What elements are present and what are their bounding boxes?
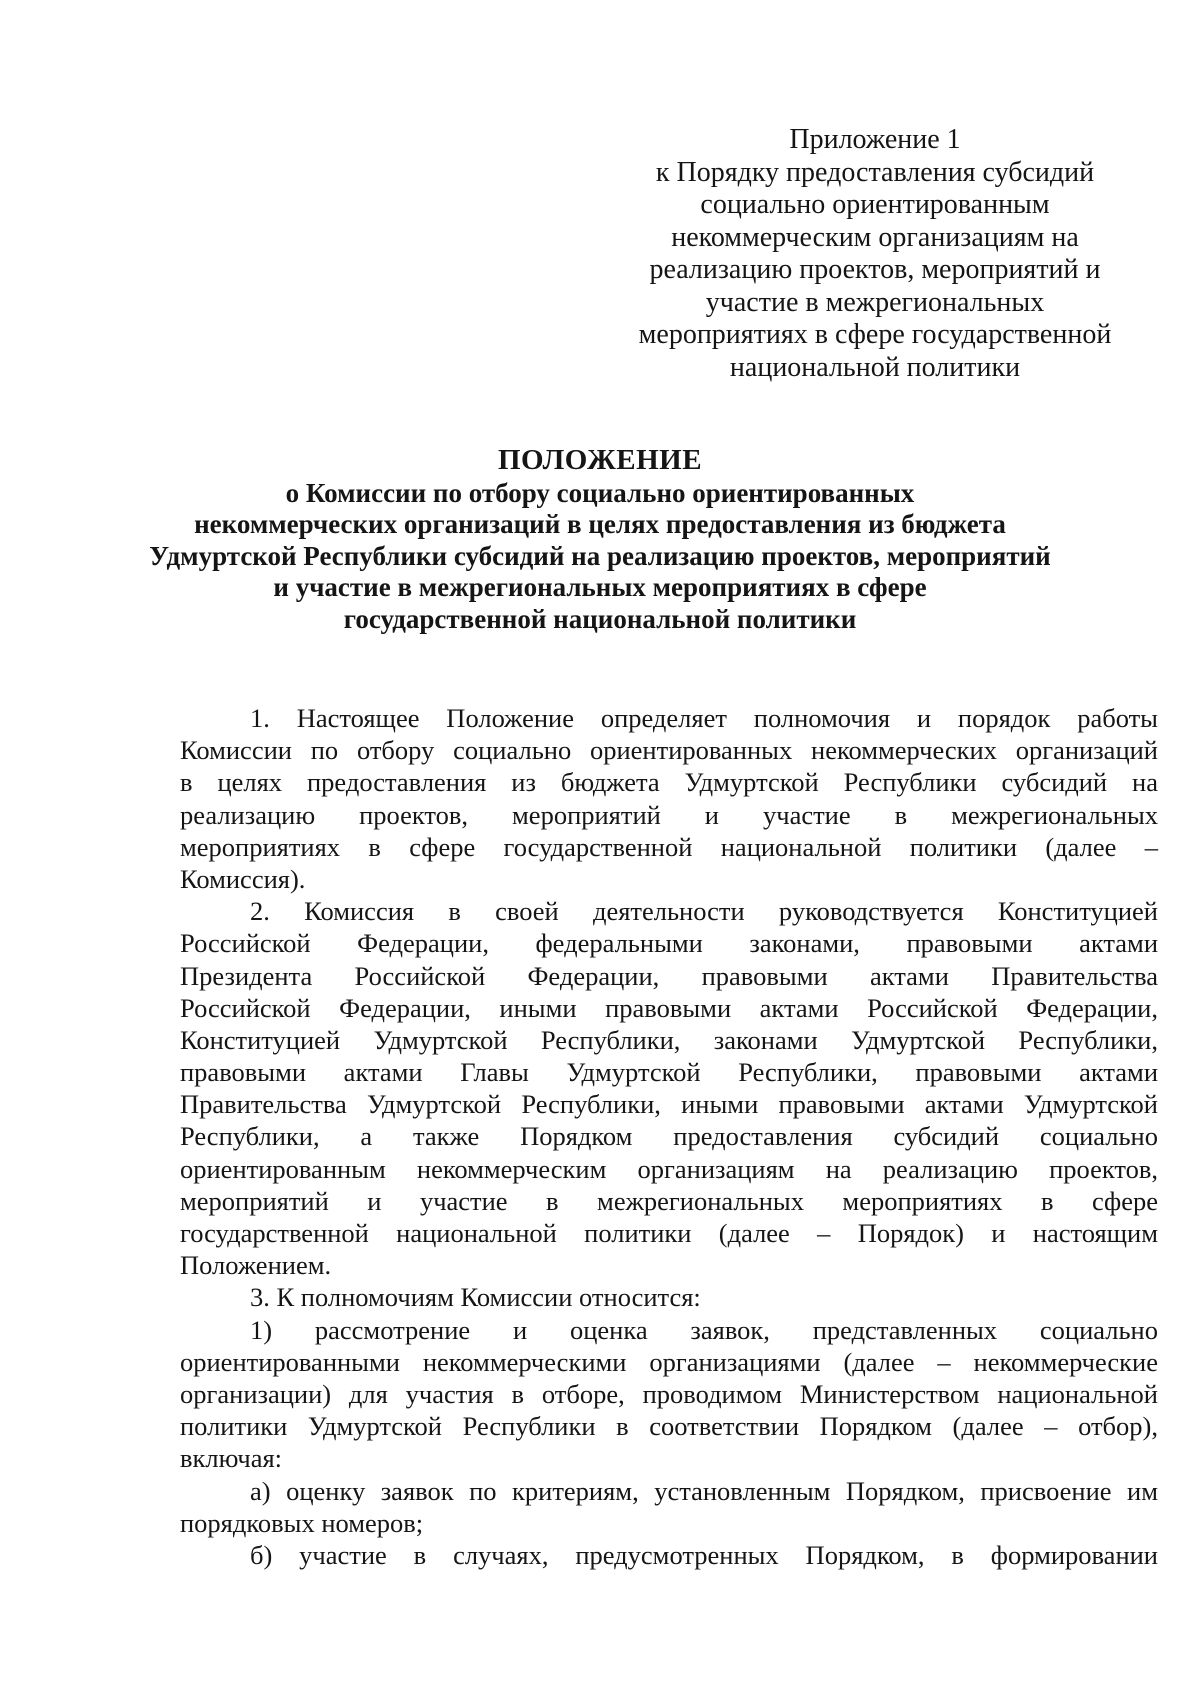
- paragraph-2-line: Президента Российской Федерации, правовыми актами Правительства: [180, 960, 1158, 991]
- paragraph-2-line: мероприятий и участие в межрегиональных мероприятиях в сфере: [180, 1185, 1158, 1216]
- paragraph-1-line: Комиссии по отбору социально ориентированных некоммерческих организаций: [180, 735, 1158, 766]
- paragraph-2-line: Республики, а также Порядком предоставления субсидий социально: [180, 1121, 1158, 1152]
- appendix-line: некоммерческим организациям на: [671, 221, 1079, 253]
- document-subtitle-line: о Комиссии по отбору социально ориентированных: [285, 477, 915, 508]
- subitem-1-line: 1) рассмотрение и оценка заявок, представленных социально: [250, 1314, 1158, 1345]
- paragraph-2-line: Российской Федерации, федеральными законами, правовыми актами: [180, 928, 1158, 959]
- appendix-line: мероприятиях в сфере государственной: [638, 319, 1112, 350]
- document-title: ПОЛОЖЕНИЕ: [497, 444, 703, 476]
- paragraph-2-line: Российской Федерации, иными правовыми актами Российской Федерации,: [180, 992, 1158, 1023]
- paragraph-1-line: мероприятиях в сфере государственной национальной политики (далее –: [180, 831, 1158, 862]
- paragraph-2-line: Правительства Удмуртской Республики, иными правовыми актами Удмуртской: [180, 1089, 1158, 1120]
- paragraph-1-line: в целях предоставления из бюджета Удмуртской Республики субсидий на: [180, 767, 1158, 798]
- subitem-1-line: ориентированными некоммерческими организациями (далее – некоммерческие: [180, 1346, 1158, 1377]
- document-title-block: [100, 445, 1100, 635]
- appendix-header: [635, 124, 1115, 384]
- document-subtitle-line: некоммерческих организаций в целях предоставления из бюджета: [194, 509, 1006, 539]
- appendix-line: реализацию проектов, мероприятий и: [649, 254, 1101, 285]
- paragraph-2-line: Положением.: [180, 1250, 332, 1281]
- paragraph-2-line: правовыми актами Главы Удмуртской Республики, правовыми актами: [180, 1057, 1158, 1088]
- subitem-1-line: организации) для участия в отборе, проводимом Министерством национальной: [180, 1378, 1158, 1409]
- appendix-line: участие в межрегиональных: [705, 286, 1045, 318]
- paragraph-1-line: 1. Настоящее Положение определяет полномочия и порядок работы: [250, 703, 1158, 733]
- paragraph-1-line: реализацию проектов, мероприятий и участие в межрегиональных: [180, 799, 1158, 830]
- paragraph-2-line: государственной национальной политики (далее – Порядок) и настоящим: [180, 1218, 1158, 1248]
- paragraph-2-line: Конституцией Удмуртской Республики, законами Удмуртской Республики,: [180, 1024, 1158, 1055]
- document-body: [180, 702, 1158, 1571]
- appendix-line: социально ориентированным: [700, 189, 1050, 220]
- document-subtitle-line: и участие в межрегиональных мероприятиях в сфере: [273, 572, 927, 602]
- appendix-line: Приложение 1: [789, 124, 961, 155]
- appendix-line: к Порядку предоставления субсидий: [655, 156, 1095, 188]
- paragraph-1-line: Комиссия).: [180, 863, 306, 894]
- appendix-line: национальной политики: [729, 351, 1021, 383]
- paragraph-2-line: 2. Комиссия в своей деятельности руководствуется Конституцией: [250, 896, 1158, 927]
- subitem-b-line: б) участие в случаях, предусмотренных Порядком, в формировании: [250, 1539, 1158, 1570]
- subitem-1-line: включая:: [180, 1443, 283, 1474]
- subitem-a-line: порядковых номеров;: [180, 1507, 424, 1538]
- document-subtitle-line: Удмуртской Республики субсидий на реализацию проектов, мероприятий: [149, 540, 1051, 571]
- paragraph-2-line: ориентированным некоммерческим организациям на реализацию проектов,: [180, 1153, 1158, 1184]
- subitem-a-line: а) оценку заявок по критериям, установленным Порядком, присвоение им: [250, 1475, 1158, 1506]
- document-subtitle-line: государственной национальной политики: [343, 603, 857, 634]
- paragraph-3-line: 3. К полномочиям Комиссии относится:: [250, 1282, 701, 1313]
- subitem-1-line: политики Удмуртской Республики в соответствии Порядком (далее – отбор),: [180, 1411, 1158, 1442]
